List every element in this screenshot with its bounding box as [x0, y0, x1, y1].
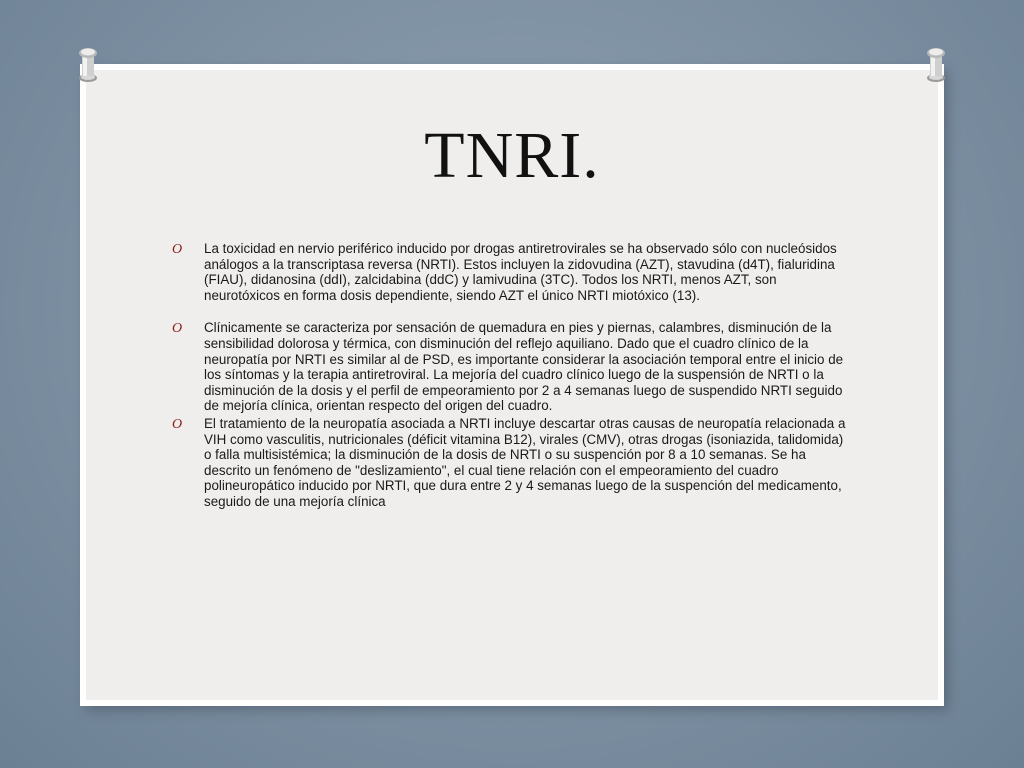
bullet-text: La toxicidad en nervio periférico inducido por drogas antiretrovirales se ha observado sólo con nucleósidos análogos a la transcriptasa reversa (NRTI). Estos incluyen la zidovudina (AZT), stavudina (d4T), fialuridina (FIAU), didanosina (ddI), zalcidabina (ddC) y lamivudina (3TC). Todos los NRTI, menos AZT, son neurotóxicos en forma dosis dependiente, siendo AZT el único NRTI miotóxico (13).: [204, 241, 837, 303]
bullet-item: [172, 416, 852, 510]
bullet-text: El tratamiento de la neuropatía asociada a NRTI incluye descartar otras causas de neuropatía relacionada a VIH como vasculitis, nutricionales (déficit vitamina B12), virales (CMV), otras drogas (isoniazida, talidomida) o falla multisistémica; la disminución de la dosis de NRTI o su suspención por 8 a 10 semanas. Se ha descrito un fenómeno de "deslizamiento", el cual tiene relación con el empeoramiento del cuadro polineuropático inducido por NRTI, que dura entre 2 y 4 semanas luego de la suspención del medicamento, seguido de una mejoría clínica: [204, 415, 846, 509]
slide-title: TNRI.: [424, 119, 600, 192]
bullet-item: [172, 320, 852, 414]
bullet-text: Clínicamente se caracteriza por sensación de quemadura en pies y piernas, calambres, disminución de la sensibilidad dolorosa y térmica, con disminución del reflejo aquiliano. Dado que el cuadro clínico de la neuropatía por NRTI es similar al de PSD, es importante considerar la asociación temporal entre el inicio de los síntomas y la terapia antiretroviral. La mejoría del cuadro clínico luego de la suspensión de NRTI o la disminución de la dosis y el perfil de empeoramiento por 2 a 4 semanas luego de suspendido NRTI seguido de mejoría clínica, orientan respecto del origen del cuadro.: [204, 320, 844, 414]
pushpin-icon: [74, 44, 102, 84]
pushpin-icon: [922, 44, 950, 84]
bullet-marker: O: [172, 242, 183, 257]
bullet-marker: O: [172, 321, 183, 337]
bullet-list: [172, 241, 852, 510]
bullet-item: [172, 241, 852, 303]
bullet-marker: O: [172, 416, 183, 432]
